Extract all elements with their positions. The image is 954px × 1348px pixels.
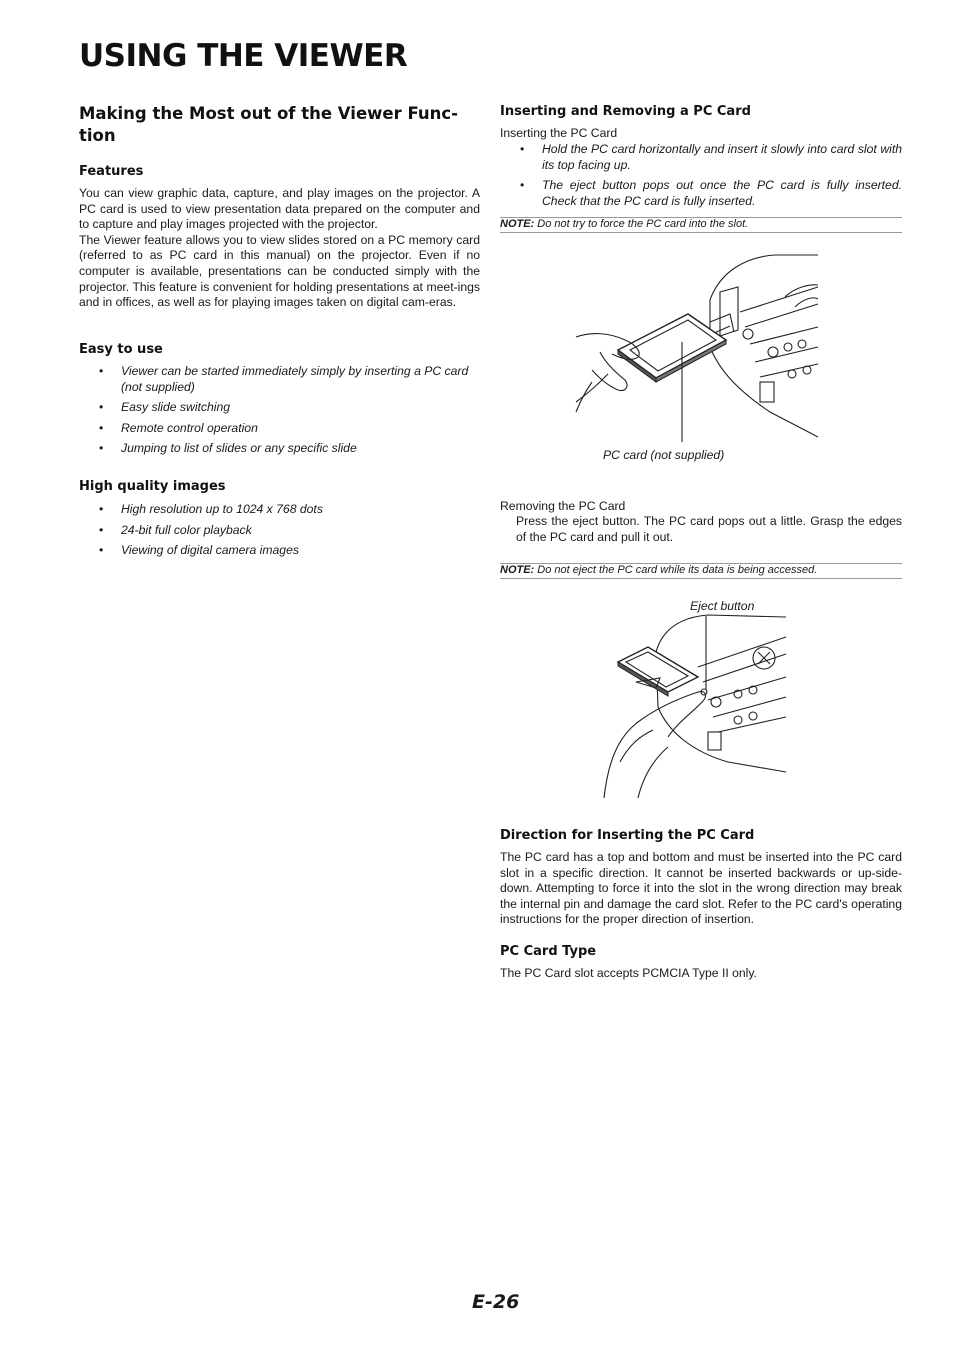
pc-card-type-heading: PC Card Type [500, 944, 597, 959]
note-text: Do not eject the PC card while its data is being accessed. [534, 564, 818, 576]
removing-text: Press the eject button. The PC card pops out a little. Grasp the edges of the PC card and pull it out. [516, 514, 902, 544]
pc-card-caption: PC card (not supplied) [603, 448, 725, 462]
list-item: • Viewer can be started immediately simply by inserting a PC card (not supplied) [79, 364, 481, 395]
easy-to-use-heading: Easy to use [79, 342, 163, 357]
insert-card-illustration [570, 252, 820, 442]
pc-card-type-text: The PC Card slot accepts PCMCIA Type II only. [500, 966, 757, 980]
note-text: Do not try to force the PC card into the slot. [534, 218, 749, 230]
list-item: • Viewing of digital camera images [79, 543, 481, 559]
note-force [500, 217, 902, 233]
list-item: • Remote control operation [79, 421, 481, 437]
page-number: E-26 [472, 1291, 520, 1313]
high-quality-list [79, 502, 481, 564]
easy-to-use-list [79, 364, 481, 462]
high-quality-heading: High quality images [79, 479, 226, 494]
list-item: • Jumping to list of slides or any specific slide [79, 441, 481, 457]
features-paragraph-1: You can view graphic data, capture, and play images on the projector. A PC card is used to view presentation data prepared on the computer and to capture and play images projected with the projector. [79, 186, 480, 232]
section-title: Making the Most out of the Viewer Func- tion [79, 104, 459, 145]
note-label: NOTE: [500, 564, 535, 576]
eject-button-caption: Eject button [690, 599, 755, 613]
list-item: • Hold the PC card horizontally and insert it slowly into card slot with its top facing up. [500, 142, 902, 173]
list-item: • The eject button pops out once the PC card is fully inserted. Check that the PC card is fully inserted. [500, 178, 902, 209]
removing-label: Removing the PC Card [500, 499, 626, 513]
direction-text: The PC card has a top and bottom and must be inserted into the PC card slot in a specific direction. It cannot be inserted backwards or up-side-down. Attempting to force it into the slot in the wrong direction may break the internal pin and damage the card slot. Refer to the PC card's operating instructions for the proper direction of insertion. [500, 850, 902, 927]
features-paragraph-2: The Viewer feature allows you to view slides stored on a PC memory card (referred to as PC card in this manual) on the projector. Even if no computer is available, presentations can be conducted simply with the projector. This feature is convenient for holding presentations at meet-ings and in offices, as well as for playing images taken on digital cam-eras. [79, 232, 480, 310]
list-item: • 24-bit full color playback [79, 523, 481, 539]
direction-heading: Direction for Inserting the PC Card [500, 828, 755, 843]
page-title: USING THE VIEWER [79, 38, 408, 74]
inserting-list [500, 142, 902, 214]
features-heading: Features [79, 164, 144, 179]
inserting-label: Inserting the PC Card [500, 126, 618, 140]
remove-card-illustration [598, 612, 788, 798]
list-item: • Easy slide switching [79, 400, 481, 416]
insert-remove-heading: Inserting and Removing a PC Card [500, 104, 751, 119]
features-text [79, 186, 480, 311]
note-eject [500, 563, 902, 579]
list-item: • High resolution up to 1024 x 768 dots [79, 502, 481, 518]
note-label: NOTE: [500, 218, 535, 230]
